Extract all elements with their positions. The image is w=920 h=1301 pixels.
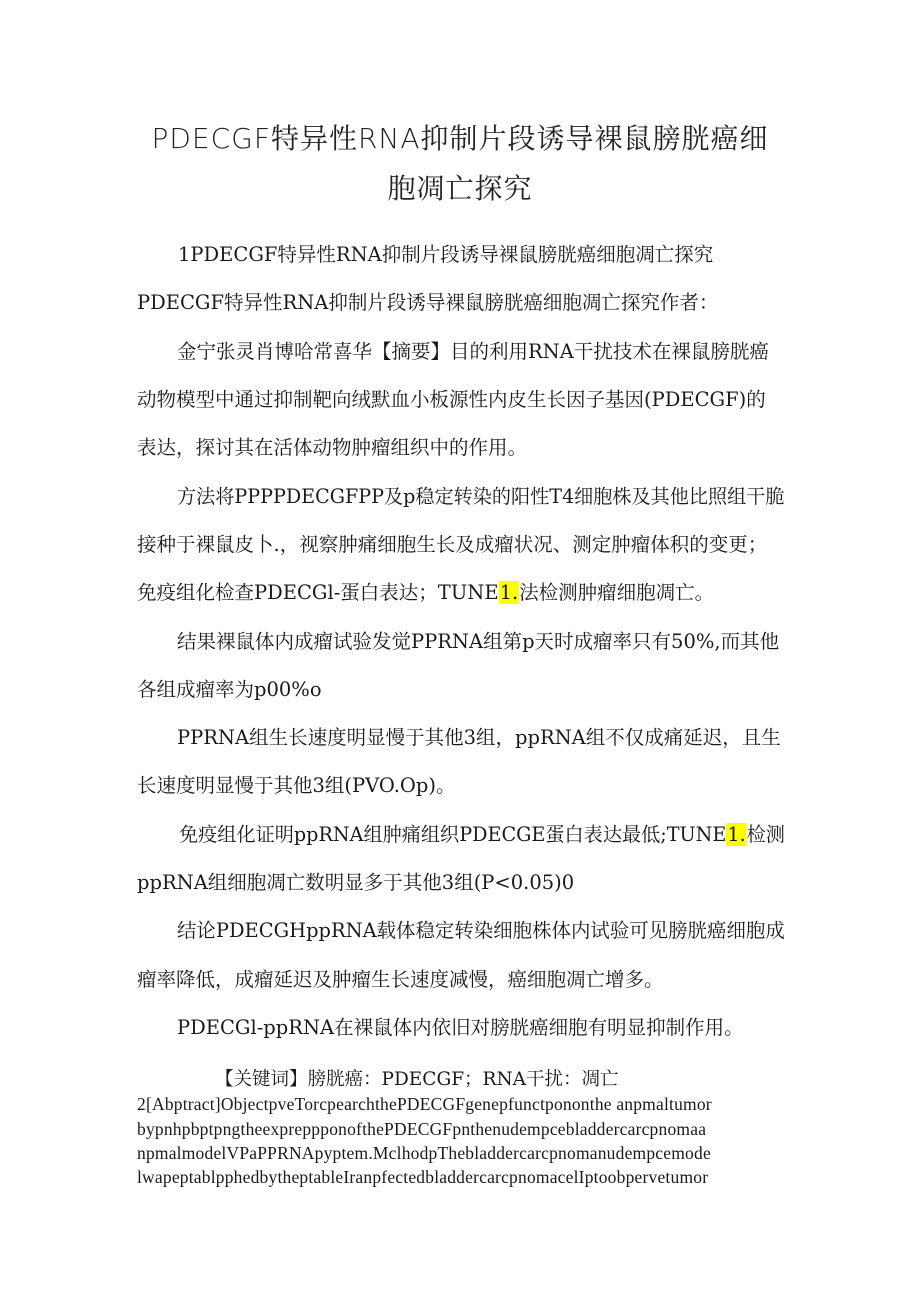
ihc-text-a: 免疫组化证明ppRNA组肿痛组织PDECGE蛋白表达最低;TUNE <box>179 823 727 846</box>
methods-text-a: 免疫组化检查PDECGl-蛋白表达；TUNE <box>137 581 499 604</box>
results-line-1: 结果裸鼠体内成瘤试验发觉PPRNA组第p天时成瘤率只有50%,而其他 <box>177 630 780 653</box>
abstract-en-line-4: lwapeptablpphedbytheptableIranpfectedbladdercarcpnomacelIptoobpervetumor <box>137 1167 709 1187</box>
highlight-mark: 1. <box>727 823 746 846</box>
doc-title-line-2: 胞凋亡探究 <box>387 172 533 205</box>
abstract-objective-line-1: 金宁张灵肖博哈常喜华【摘要】目的利用RNA干扰技术在裸鼠膀胱癌 <box>177 340 769 363</box>
methods-line-1: 方法将PPPPDECGFPP及p稳定转染的阳性T4细胞株及其他比照组干脆 <box>177 485 785 508</box>
author-line: PDECGF特异性RNA抑制片段诱导裸鼠膀胱癌细胞凋亡探究作者： <box>137 291 719 314</box>
doc-title-line-1: PDECGF特异性RNA抑制片段诱导裸鼠膀胱癌细 <box>151 122 769 155</box>
conclusion-line-1: 结论PDECGHppRNA载体稳定转染细胞株体内试验可见膀胱癌细胞成 <box>177 919 785 942</box>
ihc-line-1 <box>179 823 785 847</box>
abstract-objective-line-2: 动物模型中通过抑制靶向绒默血小板源性内皮生长因子基因(PDECGF)的 <box>137 388 766 411</box>
abstract-objective-line-3: 表达，探讨其在活体动物肿瘤组织中的作用。 <box>137 436 528 459</box>
abstract-en-line-3: npmalmodelVPaPPRNApyptem.MclhodpThebladdercarcpnomanudempcemode <box>137 1143 711 1163</box>
heading-paragraph: 1PDECGF特异性RNA抑制片段诱导裸鼠膀胱癌细胞凋亡探究 <box>178 243 714 266</box>
abstract-en-line-1: 2[Abptract]ObjectpveTorcpearchthePDECGFgenepfunctpononthe anpmaltumor <box>137 1094 712 1114</box>
ihc-text-b: 检测 <box>746 823 785 846</box>
growth-line-2: 长速度明显慢于其他3组(PVO.Op)。 <box>137 774 456 797</box>
methods-line-2: 接种于裸鼠皮卜.，视察肿痛细胞生长及成瘤状况、测定肿瘤体积的变更； <box>137 533 768 556</box>
keywords-line: 【关键词】膀胱癌：PDECGF；RNA干扰：凋亡 <box>215 1069 619 1090</box>
methods-text-b: 法检测肿瘤细胞凋亡。 <box>519 581 715 604</box>
ihc-line-2: ppRNA组细胞凋亡数明显多于其他3组(P<0.05)0 <box>137 871 575 894</box>
methods-line-3 <box>137 581 714 605</box>
highlight-mark: 1. <box>499 581 519 604</box>
abstract-en-line-2: bypnhpbptpngtheexpreppponofthePDECGFpnthenudempcebladdercarcpnomaa <box>137 1119 707 1139</box>
conclusion-line-3: PDECGl-ppRNA在裸鼠体内依旧对膀胱癌细胞有明显抑制作用。 <box>177 1016 744 1039</box>
growth-line-1: PPRNA组生长速度明显慢于其他3组，ppRNA组不仅成痛延迟，且生 <box>177 726 781 749</box>
conclusion-line-2: 瘤率降低，成瘤延迟及肿瘤生长速度减慢，癌细胞凋亡增多。 <box>137 968 664 991</box>
results-line-2: 各组成瘤率为p00%o <box>137 678 322 701</box>
